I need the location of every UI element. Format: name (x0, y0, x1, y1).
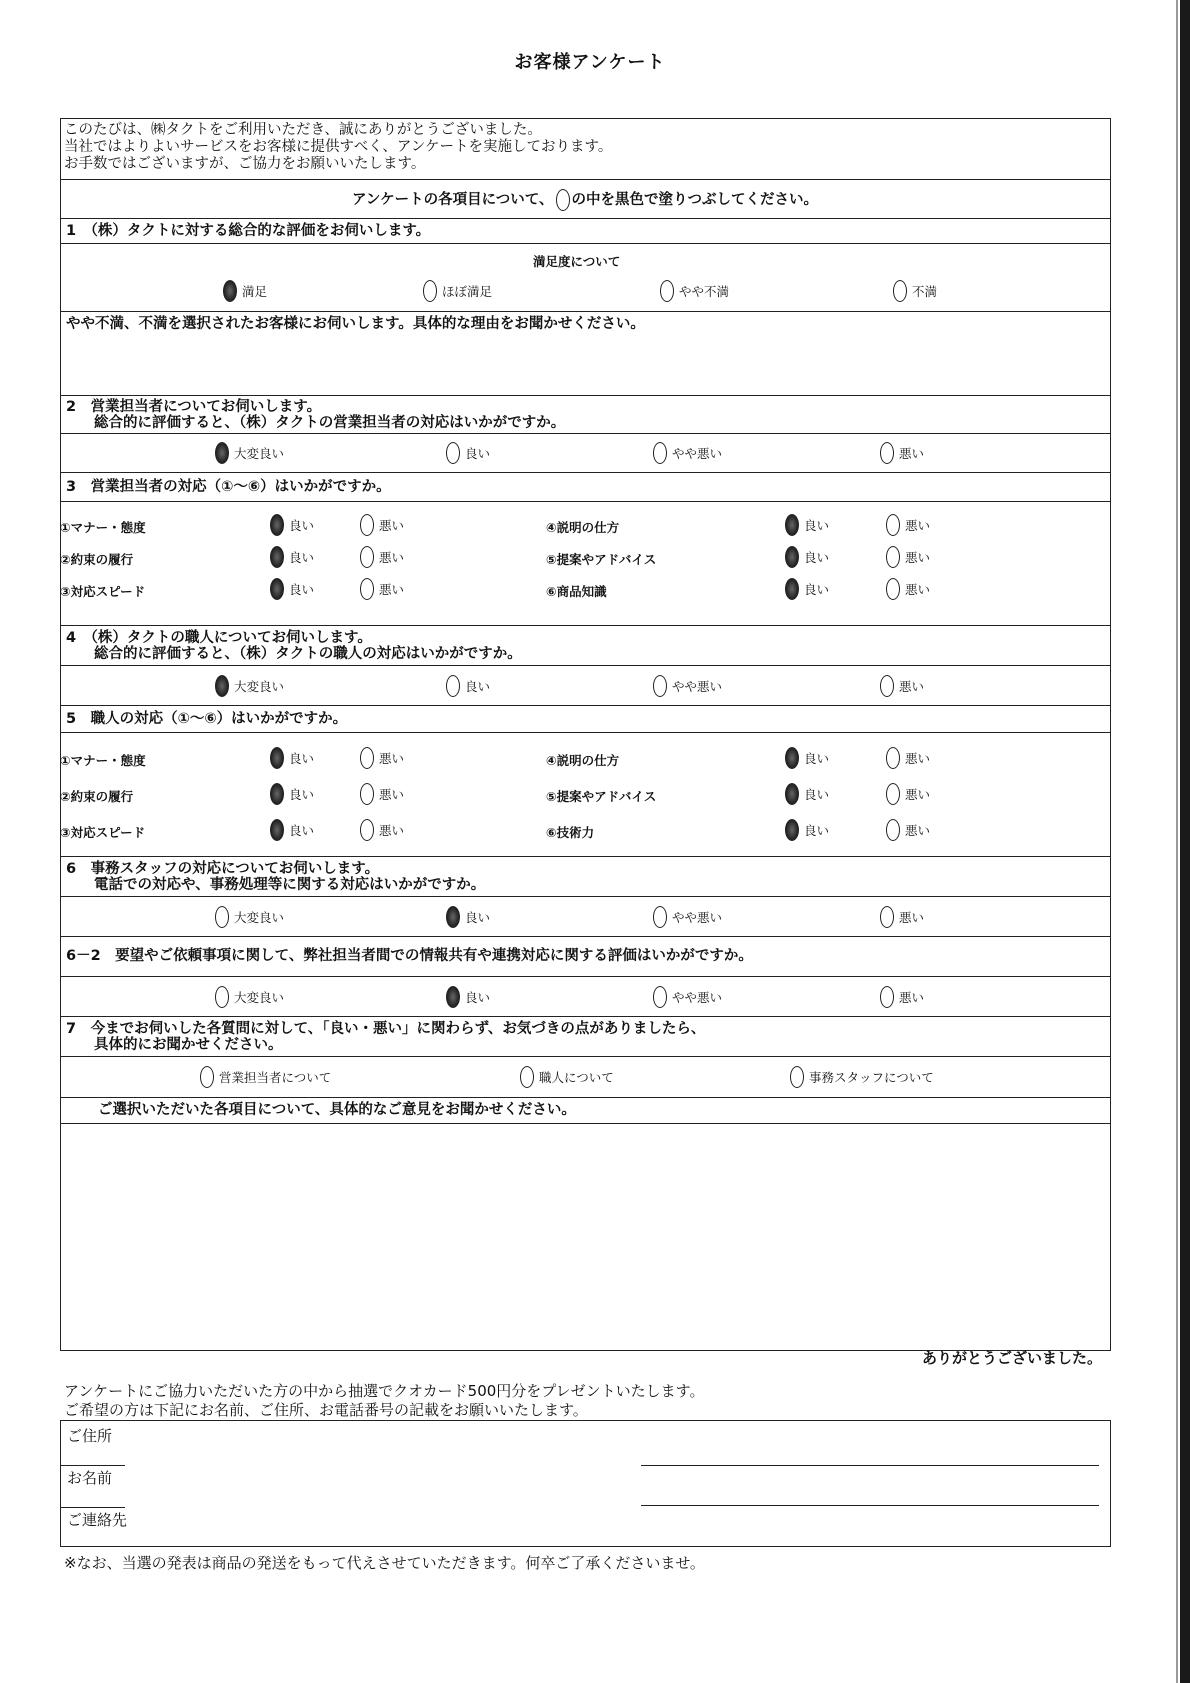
q6-2-option-4[interactable]: 悪い (880, 986, 924, 1008)
q5-1-bad[interactable]: 悪い (360, 747, 404, 769)
empty-circle-icon (893, 280, 907, 302)
q3-5-good[interactable]: 良い (785, 546, 829, 568)
empty-circle-icon (880, 442, 894, 464)
q5-6-good[interactable]: 良い (785, 819, 829, 841)
empty-circle-icon (886, 747, 900, 769)
q3-4-bad[interactable]: 悪い (886, 514, 930, 536)
q3-5-bad[interactable]: 悪い (886, 546, 930, 568)
present-line-2: ご希望の方は下記にお名前、ご住所、お電話番号の記載をお願いいたします。 (64, 1401, 588, 1419)
q3-1-good[interactable]: 良い (270, 514, 314, 536)
q1-option-2[interactable]: ほぼ満足 (423, 280, 492, 302)
q2-options (60, 434, 1110, 473)
circle-sample-icon (556, 189, 570, 211)
empty-circle-icon (200, 1066, 214, 1088)
filled-circle-icon (270, 747, 284, 769)
q4-option-2[interactable]: 良い (446, 675, 490, 697)
empty-circle-icon (886, 783, 900, 805)
q3-heading: 3 営業担当者の対応（①～⑥）はいかがですか。 (60, 473, 1110, 502)
empty-circle-icon (653, 986, 667, 1008)
q5-heading: 5 職人の対応（①～⑥）はいかがですか。 (60, 706, 1110, 733)
empty-circle-icon (360, 578, 374, 600)
page-edge (1180, 0, 1190, 1683)
filled-circle-icon (446, 986, 460, 1008)
q1-option-1[interactable]: 満足 (223, 280, 267, 302)
empty-circle-icon (360, 514, 374, 536)
intro-text: このたびは、㈱タクトをご利用いただき、誠にありがとうございました。 当社ではよりよいサービスをお客様に提供すべく、アンケートを実施しております。 お手数ではございますが、ご協力をお願いいたします。 (60, 118, 1110, 180)
q2-option-1[interactable]: 大変良い (215, 442, 284, 464)
q3-2-good[interactable]: 良い (270, 546, 314, 568)
filled-circle-icon (446, 906, 460, 928)
q6-options (60, 897, 1110, 937)
q1-options: 満足度について 満足 ほぼ満足 やや不満 不満 (60, 244, 1110, 312)
filled-circle-icon (785, 783, 799, 805)
q6-option-4[interactable]: 悪い (880, 906, 924, 928)
q3-4-good[interactable]: 良い (785, 514, 829, 536)
filled-circle-icon (785, 546, 799, 568)
q1-heading: 1 （株）タクトに対する総合的な評価をお伺いします。 (60, 219, 1110, 244)
filled-circle-icon (270, 578, 284, 600)
q5-3-good[interactable]: 良い (270, 819, 314, 841)
q7-option-3[interactable]: 事務スタッフについて (790, 1066, 934, 1088)
instruction: アンケートの各項目について、 の中を黒色で塗りつぶしてください。 (60, 180, 1110, 219)
name-underline (61, 1507, 125, 1508)
q1-option-3[interactable]: やや不満 (660, 280, 729, 302)
q3-3-good[interactable]: 良い (270, 578, 314, 600)
empty-circle-icon (653, 442, 667, 464)
filled-circle-icon (270, 783, 284, 805)
empty-circle-icon (653, 906, 667, 928)
q3-grid: ①マナー・態度 良い 悪い ④説明の仕方 良い 悪い ②約束の履行 良い 悪い ⑤提案やアドバイス 良い 悪い ③対応スピード 良い 悪い ⑥商品知識 良い 悪い (60, 502, 1110, 626)
q7-option-2[interactable]: 職人について (520, 1066, 614, 1088)
footnote: ※なお、当選の発表は商品の発送をもって代えさせていただきます。何卒ご了承くださいませ。 (64, 1554, 705, 1572)
q5-4-good[interactable]: 良い (785, 747, 829, 769)
filled-circle-icon (785, 747, 799, 769)
q3-2-bad[interactable]: 悪い (360, 546, 404, 568)
q6-option-1[interactable]: 大変良い (215, 906, 284, 928)
thanks-text: ありがとうございました。 (921, 1349, 1102, 1367)
filled-circle-icon (270, 546, 284, 568)
q4-option-4[interactable]: 悪い (880, 675, 924, 697)
empty-circle-icon (360, 783, 374, 805)
empty-circle-icon (790, 1066, 804, 1088)
q5-grid: ①マナー・態度 良い 悪い ④説明の仕方 良い 悪い ②約束の履行 良い 悪い ⑤提案やアドバイス 良い 悪い ③対応スピード 良い 悪い ⑥技術力 良い 悪い (60, 733, 1110, 857)
empty-circle-icon (880, 986, 894, 1008)
q6-heading: 6 事務スタッフの対応についてお伺いします。 電話での対応や、事務処理等に関する対応はいかがですか。 (60, 857, 1110, 897)
q3-6-bad[interactable]: 悪い (886, 578, 930, 600)
empty-circle-icon (446, 442, 460, 464)
q2-option-4[interactable]: 悪い (880, 442, 924, 464)
q6-2-options (60, 977, 1110, 1017)
q1-reason[interactable]: やや不満、不満を選択されたお客様にお伺いします。具体的な理由をお聞かせください。 (60, 312, 1110, 396)
empty-circle-icon (653, 675, 667, 697)
q6-2-option-3[interactable]: やや悪い (653, 986, 722, 1008)
q7-opinion-heading: ご選択いただいた各項目について、具体的なご意見をお聞かせください。 (60, 1098, 1110, 1124)
q3-1-bad[interactable]: 悪い (360, 514, 404, 536)
q2-option-3[interactable]: やや悪い (653, 442, 722, 464)
address-line[interactable] (641, 1465, 1099, 1466)
q3-3-bad[interactable]: 悪い (360, 578, 404, 600)
q6-2-option-2[interactable]: 良い (446, 986, 490, 1008)
q4-option-1[interactable]: 大変良い (215, 675, 284, 697)
filled-circle-icon (270, 819, 284, 841)
empty-circle-icon (660, 280, 674, 302)
q5-4-bad[interactable]: 悪い (886, 747, 930, 769)
empty-circle-icon (215, 986, 229, 1008)
empty-circle-icon (360, 819, 374, 841)
q7-options (60, 1057, 1110, 1098)
empty-circle-icon (360, 546, 374, 568)
page-title: お客様アンケート (514, 52, 666, 73)
filled-circle-icon (223, 280, 237, 302)
filled-circle-icon (785, 819, 799, 841)
q5-1-good[interactable]: 良い (270, 747, 314, 769)
q6-option-3[interactable]: やや悪い (653, 906, 722, 928)
filled-circle-icon (270, 514, 284, 536)
q5-3-bad[interactable]: 悪い (360, 819, 404, 841)
empty-circle-icon (423, 280, 437, 302)
address-label: ご住所 (67, 1427, 113, 1445)
q3-6-good[interactable]: 良い (785, 578, 829, 600)
q6-2-heading: 6－2 要望やご依頼事項に関して、弊社担当者間での情報共有や連携対応に関する評価はいかがですか。 (60, 937, 1110, 977)
empty-circle-icon (215, 906, 229, 928)
empty-circle-icon (886, 578, 900, 600)
q2-heading: 2 営業担当者についてお伺いします。 総合的に評価すると、（株）タクトの営業担当者の対応はいかがですか。 (60, 396, 1110, 434)
filled-circle-icon (785, 578, 799, 600)
q7-heading: 7 今までお伺いした各質問に対して、「良い・悪い」に関わらず、お気づきの点がありましたら、 具体的にお聞かせください。 (60, 1017, 1110, 1057)
q4-heading: 4 （株）タクトの職人についてお伺いします。 総合的に評価すると、（株）タクトの職人の対応はいかがですか。 (60, 626, 1110, 666)
empty-circle-icon (886, 819, 900, 841)
q5-6-bad[interactable]: 悪い (886, 819, 930, 841)
contact-box (60, 1420, 1111, 1547)
empty-circle-icon (880, 675, 894, 697)
q4-options (60, 666, 1110, 706)
q2-option-2[interactable]: 良い (446, 442, 490, 464)
q7-option-1[interactable]: 営業担当者について (200, 1066, 331, 1088)
empty-circle-icon (360, 747, 374, 769)
q1-option-4[interactable]: 不満 (893, 280, 937, 302)
q6-option-2[interactable]: 良い (446, 906, 490, 928)
page-edge-line (1176, 0, 1178, 1683)
contact-label: ご連絡先 (67, 1511, 128, 1529)
q5-2-bad[interactable]: 悪い (360, 783, 404, 805)
q5-5-good[interactable]: 良い (785, 783, 829, 805)
q7-opinion-box[interactable] (60, 1124, 1110, 1351)
q5-5-bad[interactable]: 悪い (886, 783, 930, 805)
empty-circle-icon (886, 514, 900, 536)
empty-circle-icon (886, 546, 900, 568)
name-label: お名前 (67, 1469, 113, 1487)
empty-circle-icon (880, 906, 894, 928)
present-line-1: アンケートにご協力いただいた方の中から抽選でクオカード500円分をプレゼントいたします。 (64, 1382, 705, 1400)
q5-2-good[interactable]: 良い (270, 783, 314, 805)
filled-circle-icon (785, 514, 799, 536)
name-line[interactable] (641, 1505, 1099, 1506)
q6-2-option-1[interactable]: 大変良い (215, 986, 284, 1008)
address-underline (61, 1465, 125, 1466)
filled-circle-icon (215, 675, 229, 697)
filled-circle-icon (215, 442, 229, 464)
empty-circle-icon (520, 1066, 534, 1088)
q4-option-3[interactable]: やや悪い (653, 675, 722, 697)
empty-circle-icon (446, 675, 460, 697)
